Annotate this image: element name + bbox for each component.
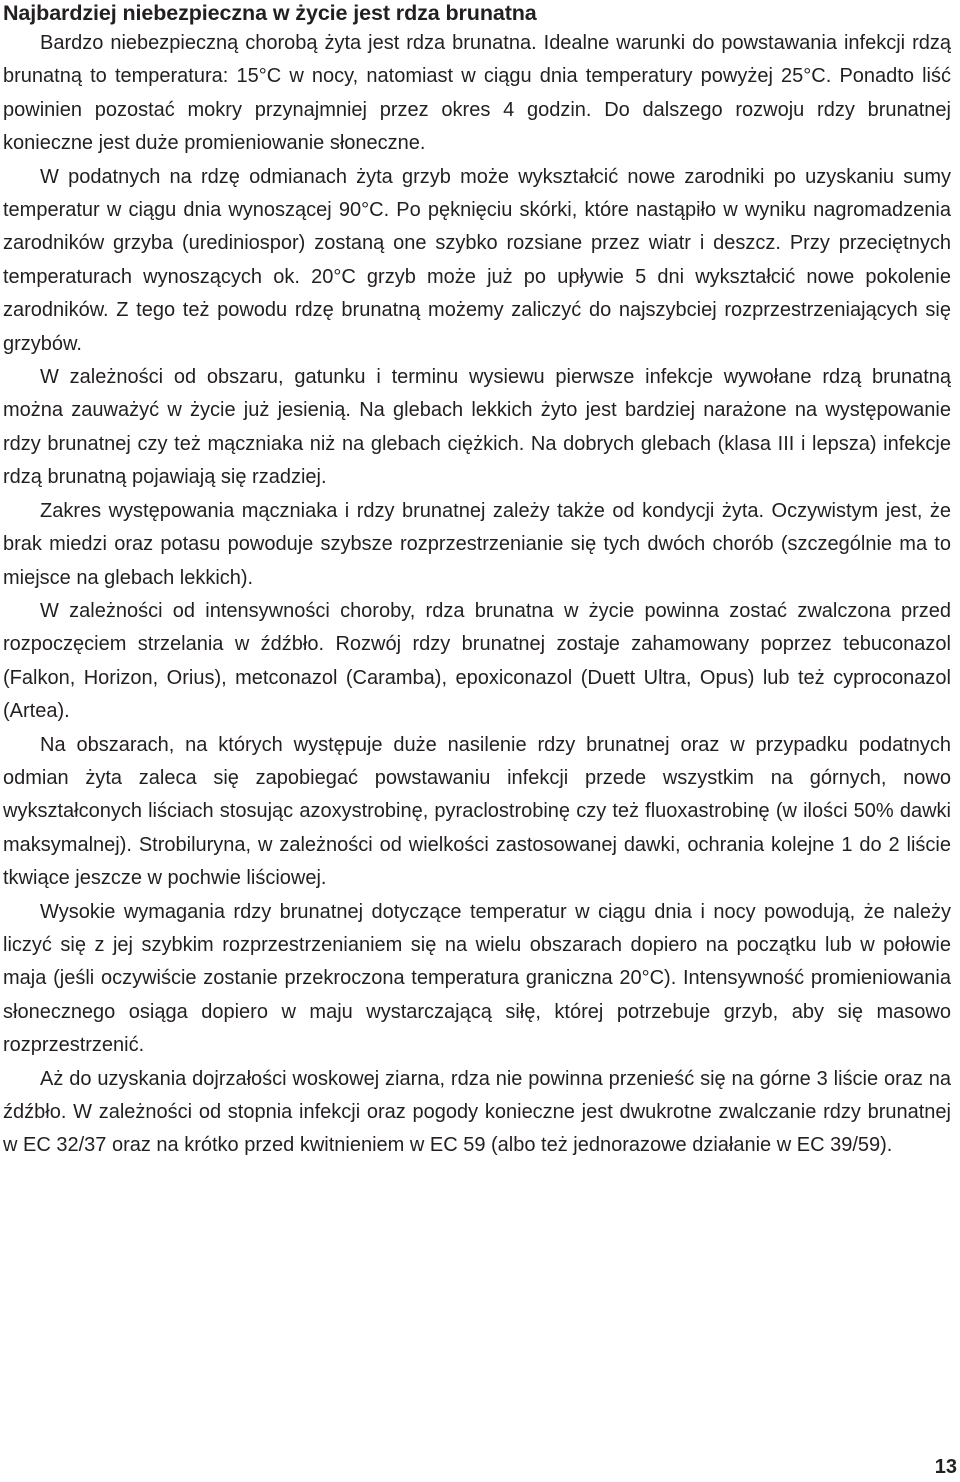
paragraph: W zależności od intensywności choroby, rdza brunatna w życie powinna zostać zwalczona przed rozpoczęciem strzelania w źdźbło. Rozwój rdzy brunatnej zostaje zahamowany poprzez tebuconazol (Falkon, Horizon, Orius), metconazol (Caramba), epoxiconazol (Duett Ultra, Opus) lub też cyproconazol (Artea). bbox=[3, 599, 951, 723]
paragraph: Na obszarach, na których występuje duże nasilenie rdzy brunatnej oraz w przypadku podatnych odmian żyta zaleca się zapobiegać powstawaniu infekcji przede wszystkim na górnych, nowo wykształconych liściach stosując azoxystrobinę, pyraclostrobinę czy też fluoxastrobinę (w ilości 50% dawki maksymalnej). Strobiluryna, w zależności od wielkości zastosowanej dawki, ochrania kolejne 1 do 2 liście tkwiące jeszcze w pochwie liściowej. bbox=[3, 733, 951, 890]
paragraph: Zakres występowania mączniaka i rdzy brunatnej zależy także od kondycji żyta. Oczywistym jest, że brak miedzi oraz potasu powoduje szybsze rozprzestrzenianie się tych dwóch chorób (szczególnie ma to miejsce na glebach lekkich). bbox=[3, 499, 951, 589]
page-number: 13 bbox=[934, 1456, 957, 1478]
article-body bbox=[3, 27, 951, 1163]
paragraph: Wysokie wymagania rdzy brunatnej dotyczące temperatur w ciągu dnia i nocy powodują, że należy liczyć się z jej szybkim rozprzestrzenianiem się na wielu obszarach dopiero na początku lub w połowie maja (jeśli oczywiście zostanie przekroczona temperatura graniczna 20°C). Intensywność promieniowania słonecznego osiąga dopiero w maju wystarczającą siłę, której potrzebuje grzyb, aby się masowo rozprzestrzenić. bbox=[3, 900, 951, 1057]
article-title: Najbardziej niebezpieczna w życie jest rdza brunatna bbox=[3, 1, 537, 25]
paragraph: Aż do uzyskania dojrzałości woskowej ziarna, rdza nie powinna przenieść się na górne 3 liście oraz na źdźbło. W zależności od stopnia infekcji oraz pogody konieczne jest dwukrotne zwalczanie rdzy brunatnej w EC 32/37 oraz na krótko przed kwitnieniem w EC 59 (albo też jednorazowe działanie w EC 39/59). bbox=[3, 1067, 951, 1157]
paragraph: Bardzo niebezpieczną chorobą żyta jest rdza brunatna. Idealne warunki do powstawania infekcji rdzą brunatną to temperatura: 15°C w nocy, natomiast w ciągu dnia temperatury powyżej 25°C. Ponadto liść powinien pozostać mokry przynajmniej przez okres 4 godzin. Do dalszego rozwoju rdzy brunatnej konieczne jest duże promieniowanie słoneczne. bbox=[3, 32, 951, 155]
paragraph: W zależności od obszaru, gatunku i terminu wysiewu pierwsze infekcje wywołane rdzą brunatną można zauważyć w życie już jesienią. Na glebach lekkich żyto jest bardziej narażone na występowanie rdzy brunatnej czy też mączniaka niż na glebach ciężkich. Na dobrych glebach (klasa III i lepsza) infekcje rdzą brunatną pojawiają się rzadziej. bbox=[3, 366, 951, 489]
document-page bbox=[3, 0, 951, 1163]
paragraph: W podatnych na rdzę odmianach żyta grzyb może wykształcić nowe zarodniki po uzyskaniu sumy temperatur w ciągu dnia wynoszącej 90°C. Po pęknięciu skórki, które nastąpiło w wyniku nagromadzenia zarodników grzyba (urediniospor) zostaną one szybko rozsiane przez wiatr i deszcz. Przy przeciętnych temperaturach wynoszących ok. 20°C grzyb może już po upływie 5 dni wykształcić nowe pokolenie zarodników. Z tego też powodu rdzę brunatną możemy zaliczyć do najszybciej rozprzestrzeniających się grzybów. bbox=[3, 165, 951, 355]
